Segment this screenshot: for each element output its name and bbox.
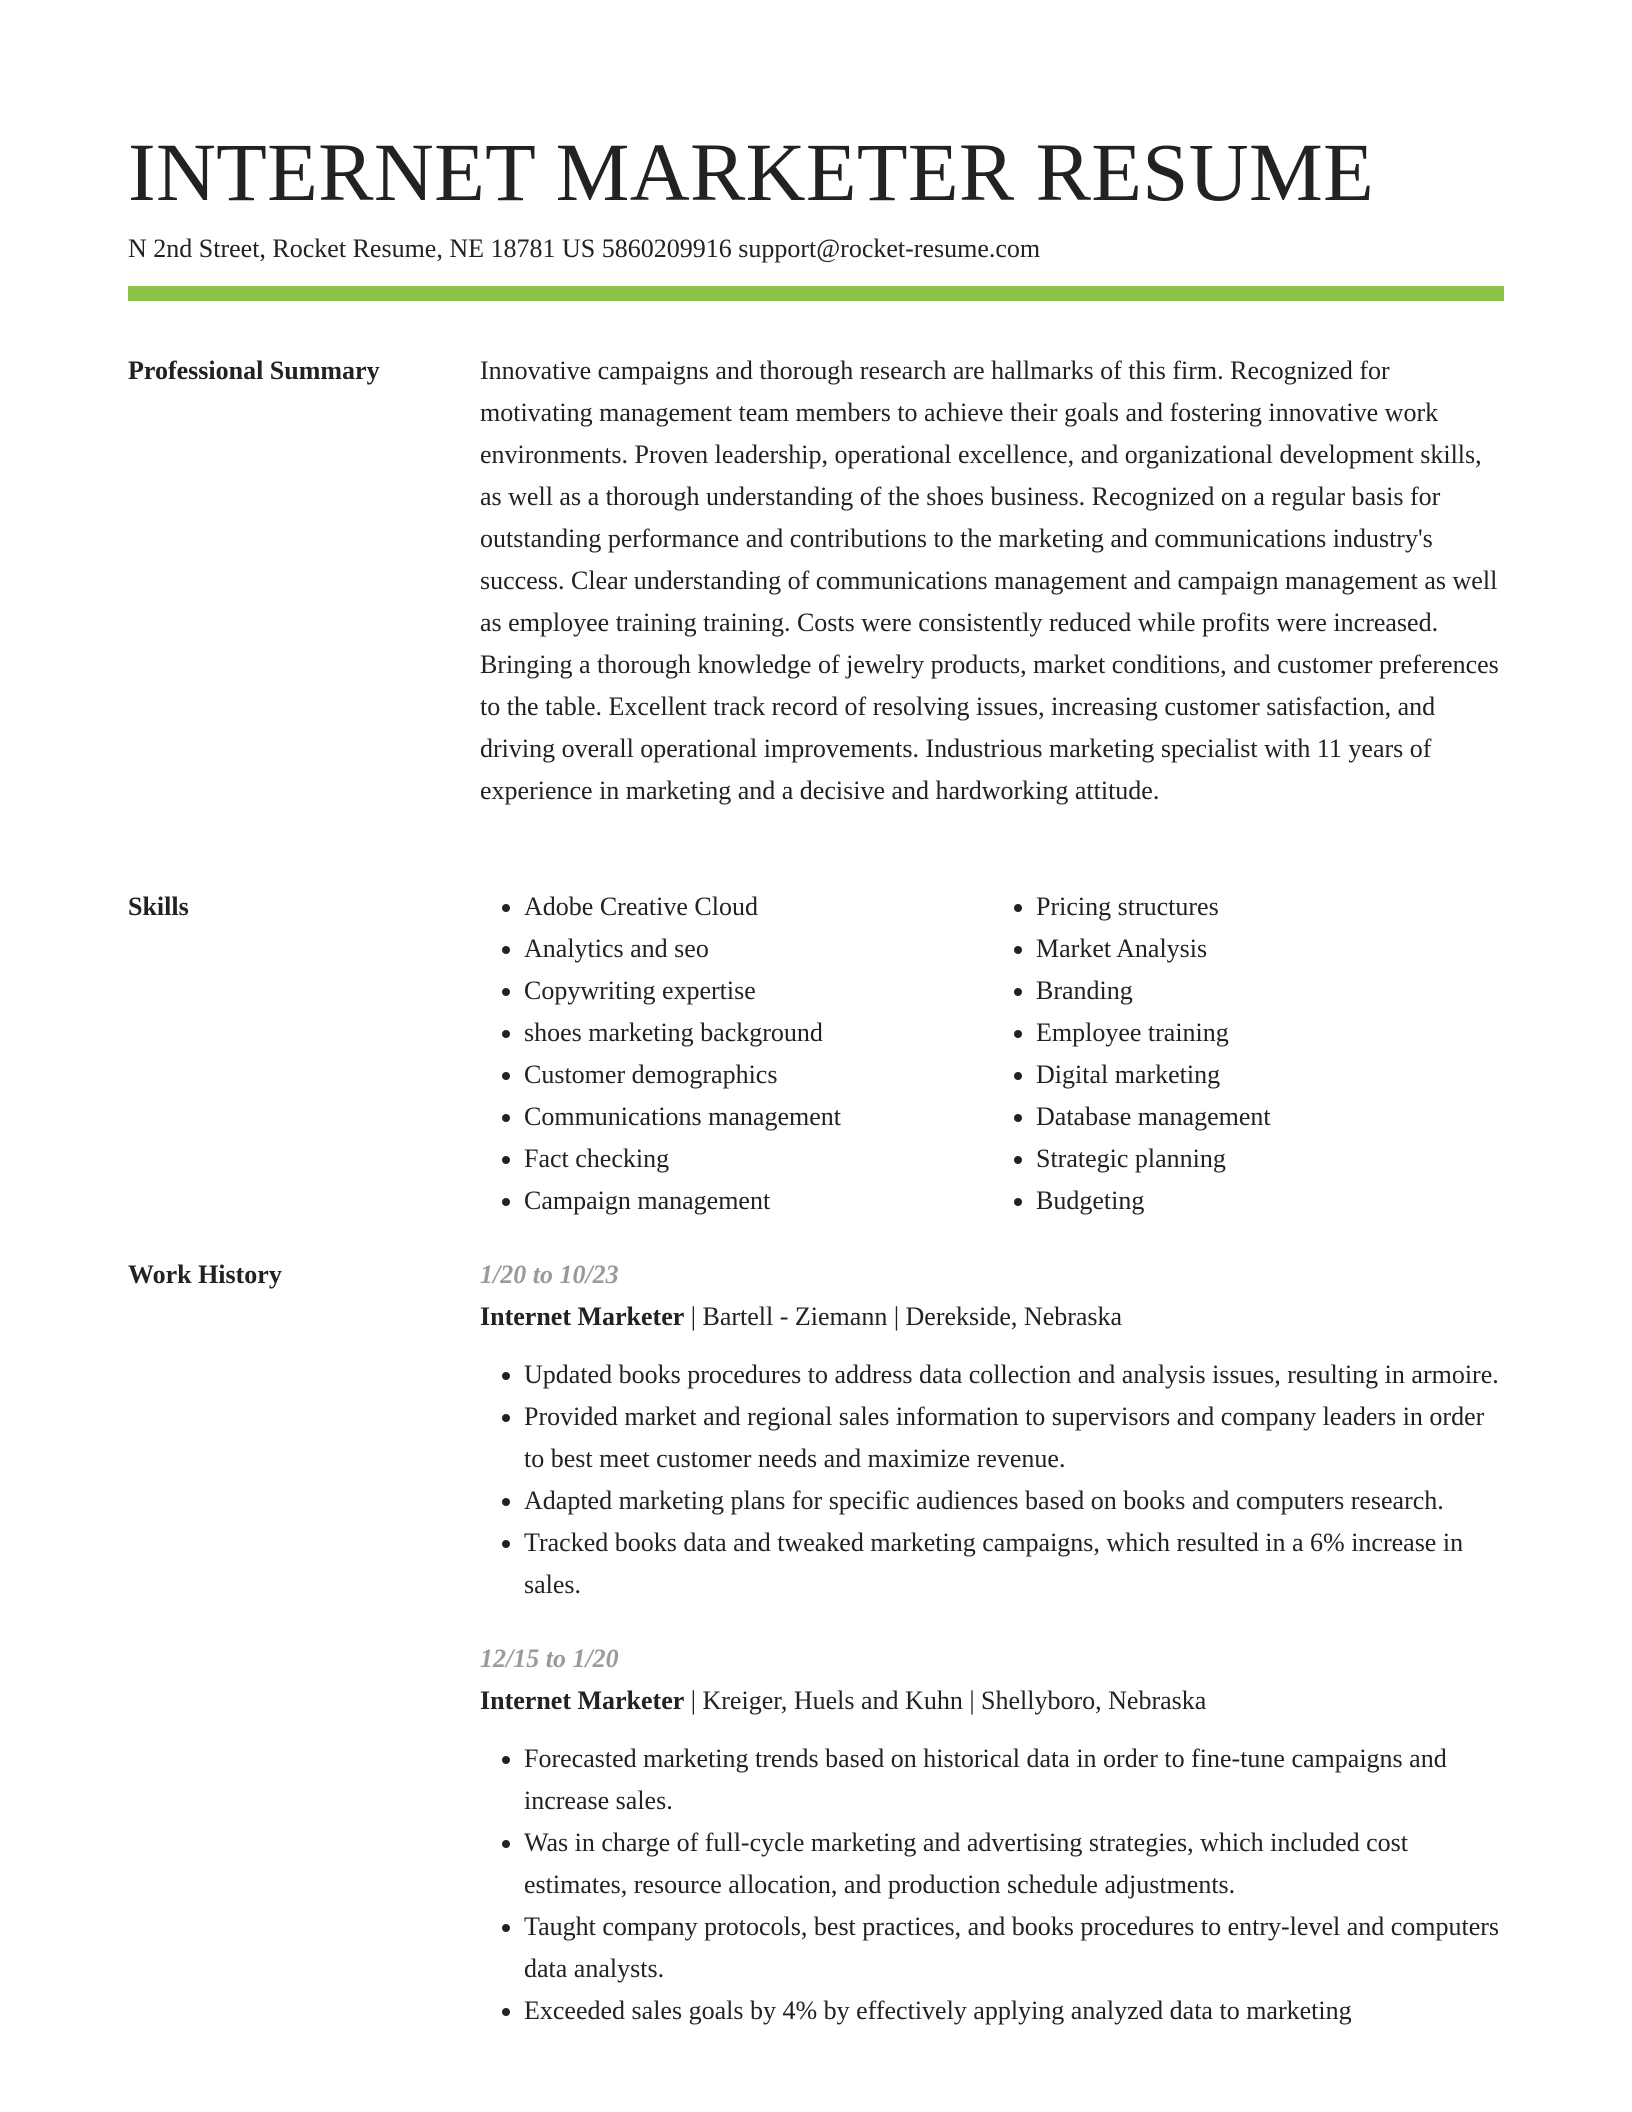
skill-item: • Communications management xyxy=(524,1096,992,1138)
skill-item: • Customer demographics xyxy=(524,1054,992,1096)
skill-item: • Employee training xyxy=(1036,1012,1504,1054)
skill-item: • Copywriting expertise xyxy=(524,970,992,1012)
job-dates: 12/15 to 1/20 xyxy=(480,1644,619,1673)
skill-item: • Branding xyxy=(1036,970,1504,1012)
job-dates: 1/20 to 10/23 xyxy=(480,1260,619,1289)
work-history-body xyxy=(480,1254,1504,2032)
contact-info: N 2nd Street, Rocket Resume, NE 18781 US 5860209916 support@rocket-resume.com xyxy=(128,234,1041,263)
skills-heading: Skills xyxy=(128,892,189,921)
skill-item: • Database management xyxy=(1036,1096,1504,1138)
skills-list-left xyxy=(480,886,992,1222)
job-bullet: • Forecasted marketing trends based on historical data in order to fine-tune campaigns and increase sales. xyxy=(524,1738,1504,1822)
summary-body xyxy=(480,350,1504,812)
skill-item: • Analytics and seo xyxy=(524,928,992,970)
job-bullet: • Adapted marketing plans for specific audiences based on books and computers research. xyxy=(524,1480,1504,1522)
skills-list-right xyxy=(992,886,1504,1222)
summary-text: Innovative campaigns and thorough research are hallmarks of this firm. Recognized for motivating management team members to achieve their goals and fostering innovative work environments. Proven leadership, operational excellence, and organizational development skills, as well as a thorough understanding of the shoes business. Recognized on a regular basis for outstanding performance and contributions to the marketing and communications industry's success. Clear understanding of communications management and campaign management as well as employee training training. Costs were consistently reduced while profits were increased. Bringing a thorough knowledge of jewelry products, market conditions, and customer preferences to the table. Excellent track record of resolving issues, increasing customer satisfaction, and driving overall operational improvements. Industrious marketing specialist with 11 years of experience in marketing and a decisive and hardworking attitude. xyxy=(480,356,1499,805)
skill-item: • Strategic planning xyxy=(1036,1138,1504,1180)
job-bullet: • Taught company protocols, best practices, and books procedures to entry-level and computers data analysts. xyxy=(524,1906,1504,1990)
job-bullet: • Exceeded sales goals by 4% by effectively applying analyzed data to marketing xyxy=(524,1990,1504,2032)
summary-heading: Professional Summary xyxy=(128,356,380,385)
job-company-location: | Bartell - Ziemann | Derekside, Nebraska xyxy=(684,1302,1123,1331)
job-entry xyxy=(480,1638,1504,2032)
work-history-heading: Work History xyxy=(128,1260,282,1289)
skill-item: • Market Analysis xyxy=(1036,928,1504,970)
job-bullets xyxy=(480,1354,1504,1606)
job-bullet: • Was in charge of full-cycle marketing and advertising strategies, which included cost estimates, resource allocation, and production schedule adjustments. xyxy=(524,1822,1504,1906)
page-title: INTERNET MARKETER RESUME xyxy=(128,126,1375,218)
job-company-location: | Kreiger, Huels and Kuhn | Shellyboro, Nebraska xyxy=(684,1686,1207,1715)
job-title: Internet Marketer xyxy=(480,1302,685,1331)
skill-item: • shoes marketing background xyxy=(524,1012,992,1054)
job-title: Internet Marketer xyxy=(480,1686,685,1715)
skill-item: • Campaign management xyxy=(524,1180,992,1222)
skill-item: • Digital marketing xyxy=(1036,1054,1504,1096)
header-divider xyxy=(128,286,1504,301)
job-header xyxy=(480,1296,1504,1338)
skill-item: • Fact checking xyxy=(524,1138,992,1180)
skills-body xyxy=(480,886,1504,1222)
job-bullet: • Provided market and regional sales information to supervisors and company leaders in order to best meet customer needs and maximize revenue. xyxy=(524,1396,1504,1480)
job-bullet: • Tracked books data and tweaked marketing campaigns, which resulted in a 6% increase in sales. xyxy=(524,1522,1504,1606)
job-bullet: • Updated books procedures to address data collection and analysis issues, resulting in armoire. xyxy=(524,1354,1504,1396)
skill-item: • Adobe Creative Cloud xyxy=(524,886,992,928)
skill-item: • Pricing structures xyxy=(1036,886,1504,928)
job-entry xyxy=(480,1254,1504,1606)
job-header xyxy=(480,1680,1504,1722)
skill-item: • Budgeting xyxy=(1036,1180,1504,1222)
job-bullets xyxy=(480,1738,1504,2032)
